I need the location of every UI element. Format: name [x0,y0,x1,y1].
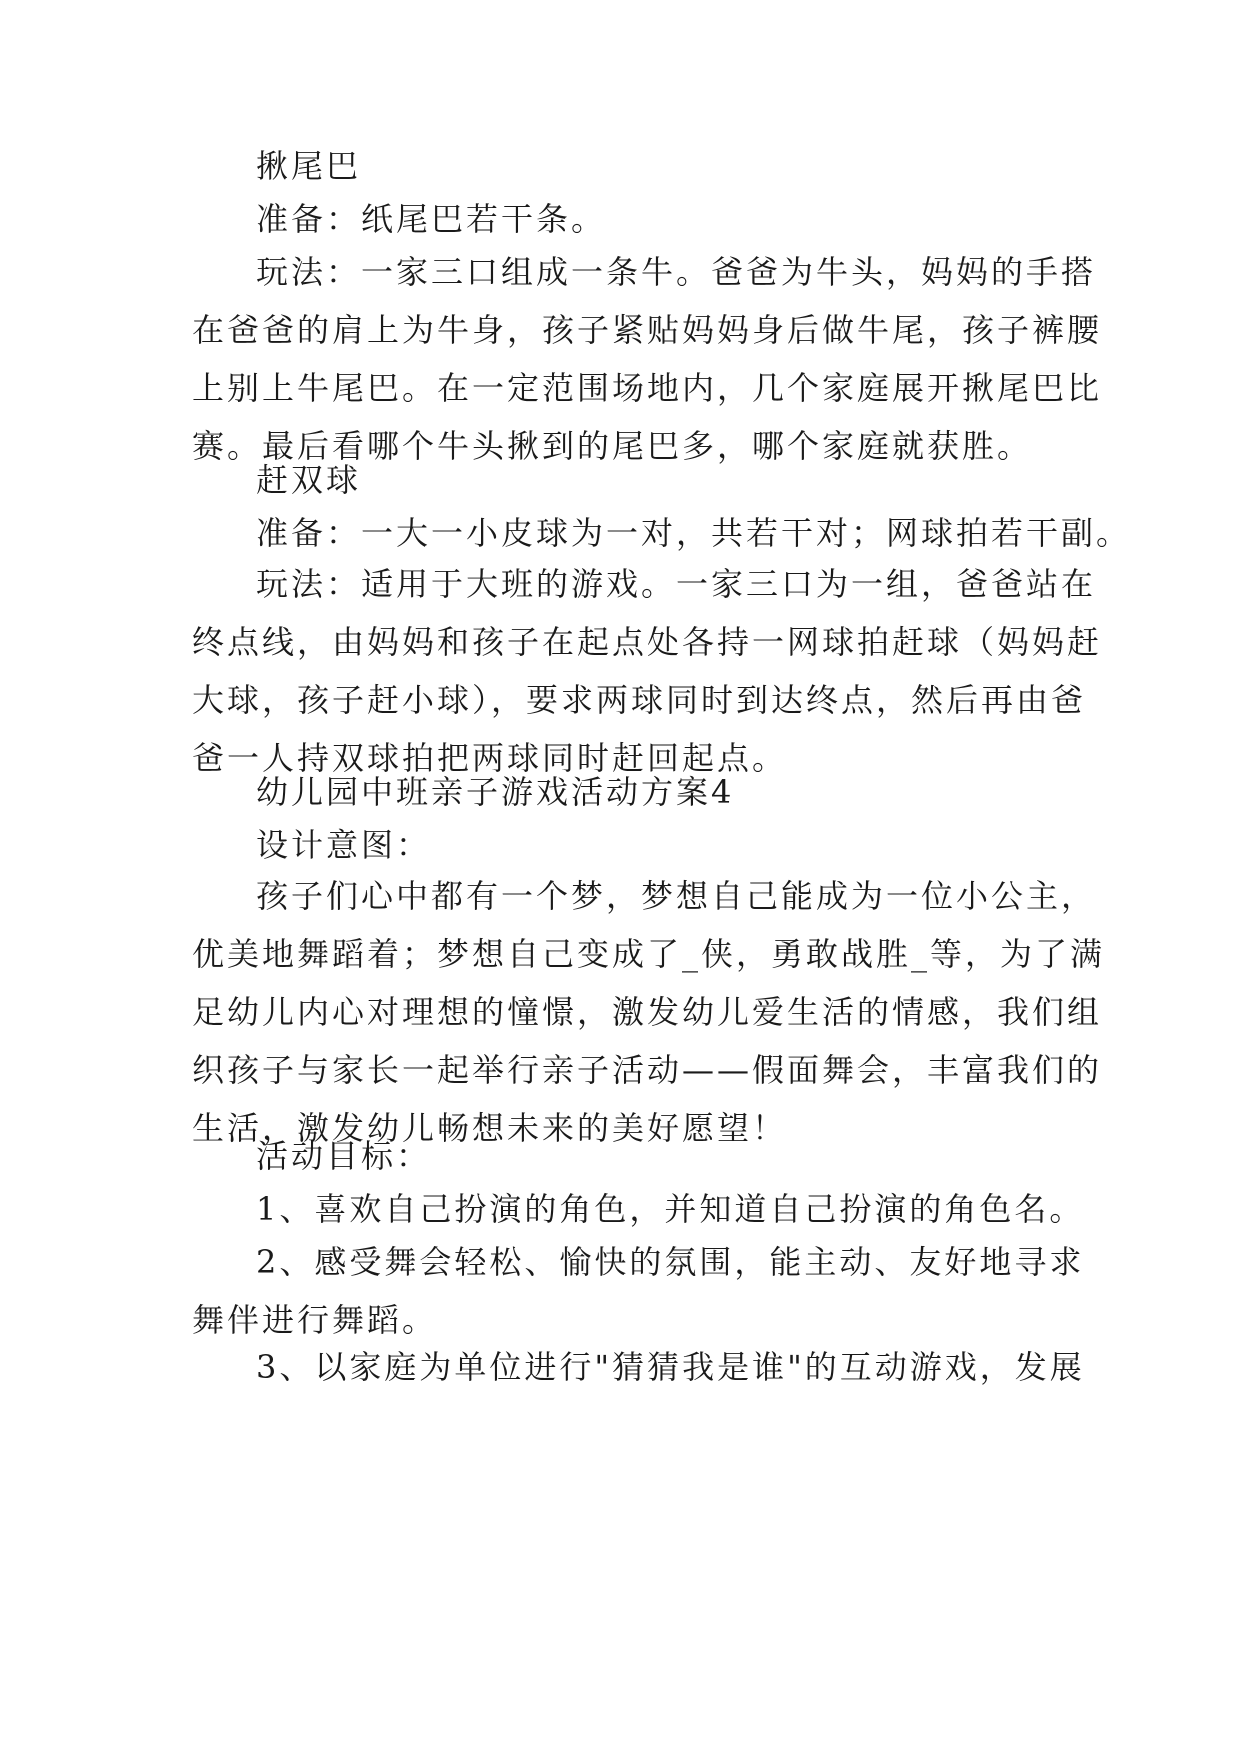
text-line: 设计意图： [256,826,432,864]
text-line: 幼儿园中班亲子游戏活动方案4 [256,773,735,811]
text-line: 大球，孩子赶小球），要求两球同时到达终点，然后再由爸 [192,681,1087,719]
text-line: 舞伴进行舞蹈。 [192,1301,438,1339]
paragraph-pull-tail-rules [192,243,1103,475]
text-line: 终点线，由妈妈和孩子在起点处各持一网球拍赶球（妈妈赶 [192,623,1103,661]
text-line: 1、喜欢自己扮演的角色，并知道自己扮演的角色名。 [256,1190,1085,1228]
text-line: 孩子们心中都有一个梦，梦想自己能成为一位小公主， [256,877,1097,915]
text-line: 3、以家庭为单位进行"猜猜我是谁"的互动游戏，发展 [256,1348,1085,1386]
paragraph-chase-balls-rules [192,555,1103,787]
paragraph-chase-balls-prep [192,504,1132,562]
text-line: 揪尾巴 [256,147,362,185]
text-line: 织孩子与家长一起举行亲子活动——假面舞会，丰富我们的 [192,1051,1103,1089]
section-title [192,763,1052,821]
text-line: 优美地舞蹈着；梦想自己变成了_侠，勇敢战胜_等，为了满 [192,935,1106,973]
paragraph-design-intent [192,867,1106,1157]
heading-design-intent [192,816,1052,874]
text-line: 准备：一大一小皮球为一对，共若干对；网球拍若干副。 [256,514,1132,552]
list-item-goal-3 [192,1338,1085,1396]
heading-pull-tail [192,137,1052,195]
text-line: 生活，激发幼儿畅想未来的美好愿望！ [192,1109,788,1147]
text-line: 玩法：一家三口组成一条牛。爸爸为牛头，妈妈的手搭 [256,253,1097,291]
list-item-goal-1 [192,1180,1085,1238]
text-line: 玩法：适用于大班的游戏。一家三口为一组，爸爸站在 [256,565,1097,603]
heading-chase-balls [192,451,1052,509]
text-line: 足幼儿内心对理想的憧憬，激发幼儿爱生活的情感，我们组 [192,993,1103,1031]
paragraph-pull-tail-prep [192,190,1052,248]
text-line: 2、感受舞会轻松、愉快的氛围，能主动、友好地寻求 [256,1243,1085,1281]
text-line: 爸一人持双球拍把两球同时赶回起点。 [192,739,788,777]
text-line: 在爸爸的肩上为牛身，孩子紧贴妈妈身后做牛尾，孩子裤腰 [192,311,1103,349]
text-line: 准备：纸尾巴若干条。 [256,200,607,238]
text-line: 活动目标： [256,1137,432,1175]
heading-activity-goals [192,1127,1052,1185]
text-line: 赛。最后看哪个牛头揪到的尾巴多，哪个家庭就获胜。 [192,427,1033,465]
text-line: 赶双球 [256,461,362,499]
text-line: 上别上牛尾巴。在一定范围场地内，几个家庭展开揪尾巴比 [192,369,1103,407]
list-item-goal-2 [192,1233,1085,1349]
